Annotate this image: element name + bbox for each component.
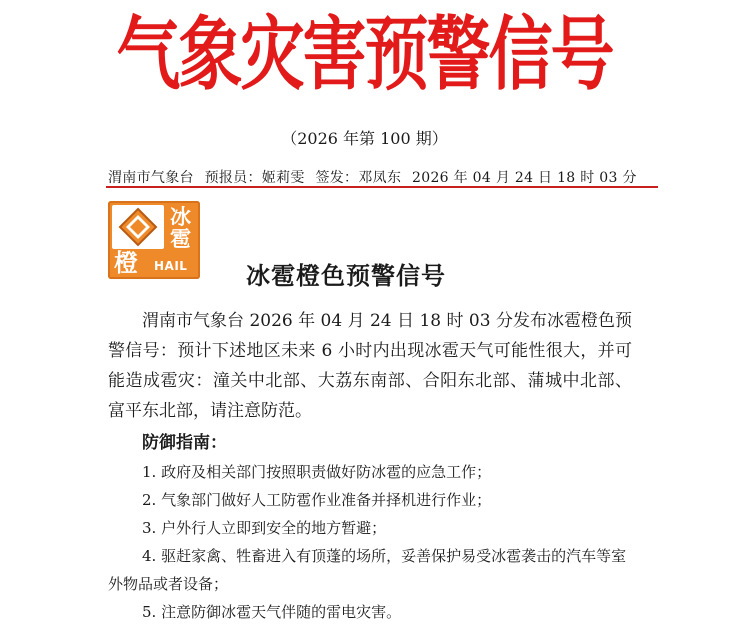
badge-icon-box [112,205,164,249]
header-divider [106,186,658,188]
badge-en-label: HAIL [154,259,188,273]
warning-subtitle: 冰雹橙色预警信号 [246,262,446,290]
guide-item: 1. 政府及相关部门按照职责做好防冰雹的应急工作； [142,463,492,481]
issue-datetime: 2026 年 04 月 24 日 18 时 03 分 [412,170,637,186]
guide-item: 5. 注意防御冰雹天气伴随的雷电灾害。 [142,603,402,621]
issuer-line [108,167,643,187]
station-name: 渭南市气象台 [108,170,194,186]
badge-char-cheng: 橙 [114,249,138,277]
badge-char-bao: 雹 [170,227,191,251]
guide-list [108,458,632,626]
guide-item: 2. 气象部门做好人工防雹作业准备并择机进行作业； [142,491,492,509]
guide-item: 4. 驱赶家禽、牲畜进入有顶蓬的场所，妥善保护易受冰雹袭击的汽车等室外物品或者设备； [108,547,627,593]
document-title: 气象灾害预警信号 [116,8,613,102]
guide-heading: 防御指南： [142,433,227,453]
reporter: 预报员：姬莉雯 [204,170,305,186]
guide-item: 3. 户外行人立即到安全的地方暂避； [142,519,387,537]
warning-body: 渭南市气象台 2026 年 04 月 24 日 18 时 03 分发布冰雹橙色预警信号：预计下述地区未来 6 小时内出现冰雹天气可能性很大，并可能造成雹灾：潼关中北部、大荔东南部、合阳东北部、蒲城中北部、富平东北部，请注意防范。 [108,311,632,421]
hail-warning-icon [118,207,158,247]
issue-number: （2026 年第 100 期） [281,129,448,148]
issuer: 签发：邓凤东 [315,170,402,186]
badge-char-bing: 冰 [170,205,191,229]
hail-orange-badge [108,201,200,279]
